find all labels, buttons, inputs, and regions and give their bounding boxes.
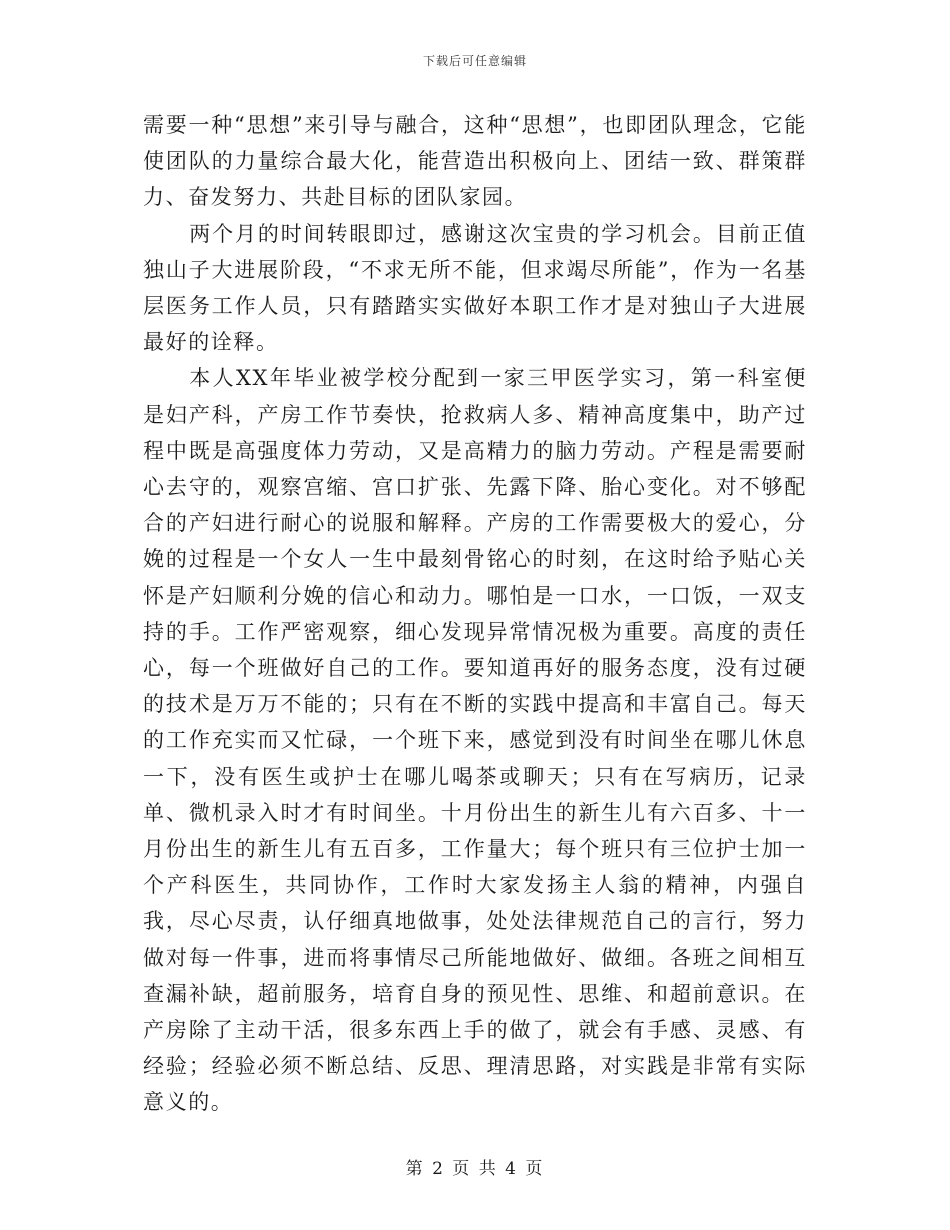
paragraph-3: 本人XX年毕业被学校分配到一家三甲医学实习，第一科室便是妇产科，产房工作节奏快，抢救病人多、精神高度集中，助产过程中既是高强度体力劳动，又是高精力的脑力劳动。产程是需要耐心去守的，观察宫缩、宫口扩张、先露下降、胎心变化。对不够配合的产妇进行耐心的说服和解释。产房的工作需要极大的爱心，分娩的过程是一个女人一生中最刻骨铭心的时刻，在这时给予贴心关怀是产妇顺利分娩的信心和动力。哪怕是一口水，一口饭，一双支持的手。工作严密观察，细心发现异常情况极为重要。高度的责任心，每一个班做好自己的工作。要知道再好的服务态度，没有过硬的技术是万万不能的；只有在不断的实践中提高和丰富自己。每天的工作充实而又忙碌，一个班下来，感觉到没有时间坐在哪儿休息一下，没有医生或护士在哪儿喝茶或聊天；只有在写病历，记录单、微机录入时才有时间坐。十月份出生的新生儿有六百多、十一月份出生的新生儿有五百多，工作量大；每个班只有三位护士加一个产科医生，共同协作，工作时大家发扬主人翁的精神，内强自我，尽心尽责，认仔细真地做事，处处法律规范自己的言行，努力做对每一件事，进而将事情尽己所能地做好、做细。各班之间相互查漏补缺，超前服务，培育自身的预见性、思维、和超前意识。在产房除了主动干活，很多东西上手的做了，就会有手感、灵感、有经验；经验必须不断总结、反思、理清思路，对实践是非常有实际意义的。	[143, 366, 807, 1115]
document-body	[143, 107, 807, 1121]
page-header: 下载后可任意编辑	[422, 54, 527, 68]
page-number-footer: 第 2 页 共 4 页	[405, 1159, 545, 1179]
paragraph-2: 两个月的时间转眼即过，感谢这次宝贵的学习机会。目前正值独山子大进展阶段，“不求无所不能，但求竭尽所能”，作为一名基层医务工作人员，只有踏踏实实做好本职工作才是对独山子大进展最好的诠释。	[143, 221, 807, 355]
paragraph-1: 需要一种“思想”来引导与融合，这种“思想”，也即团队理念，它能使团队的力量综合最大化，能营造出积极向上、团结一致、群策群力、奋发努力、共赴目标的团队家园。	[143, 113, 807, 210]
